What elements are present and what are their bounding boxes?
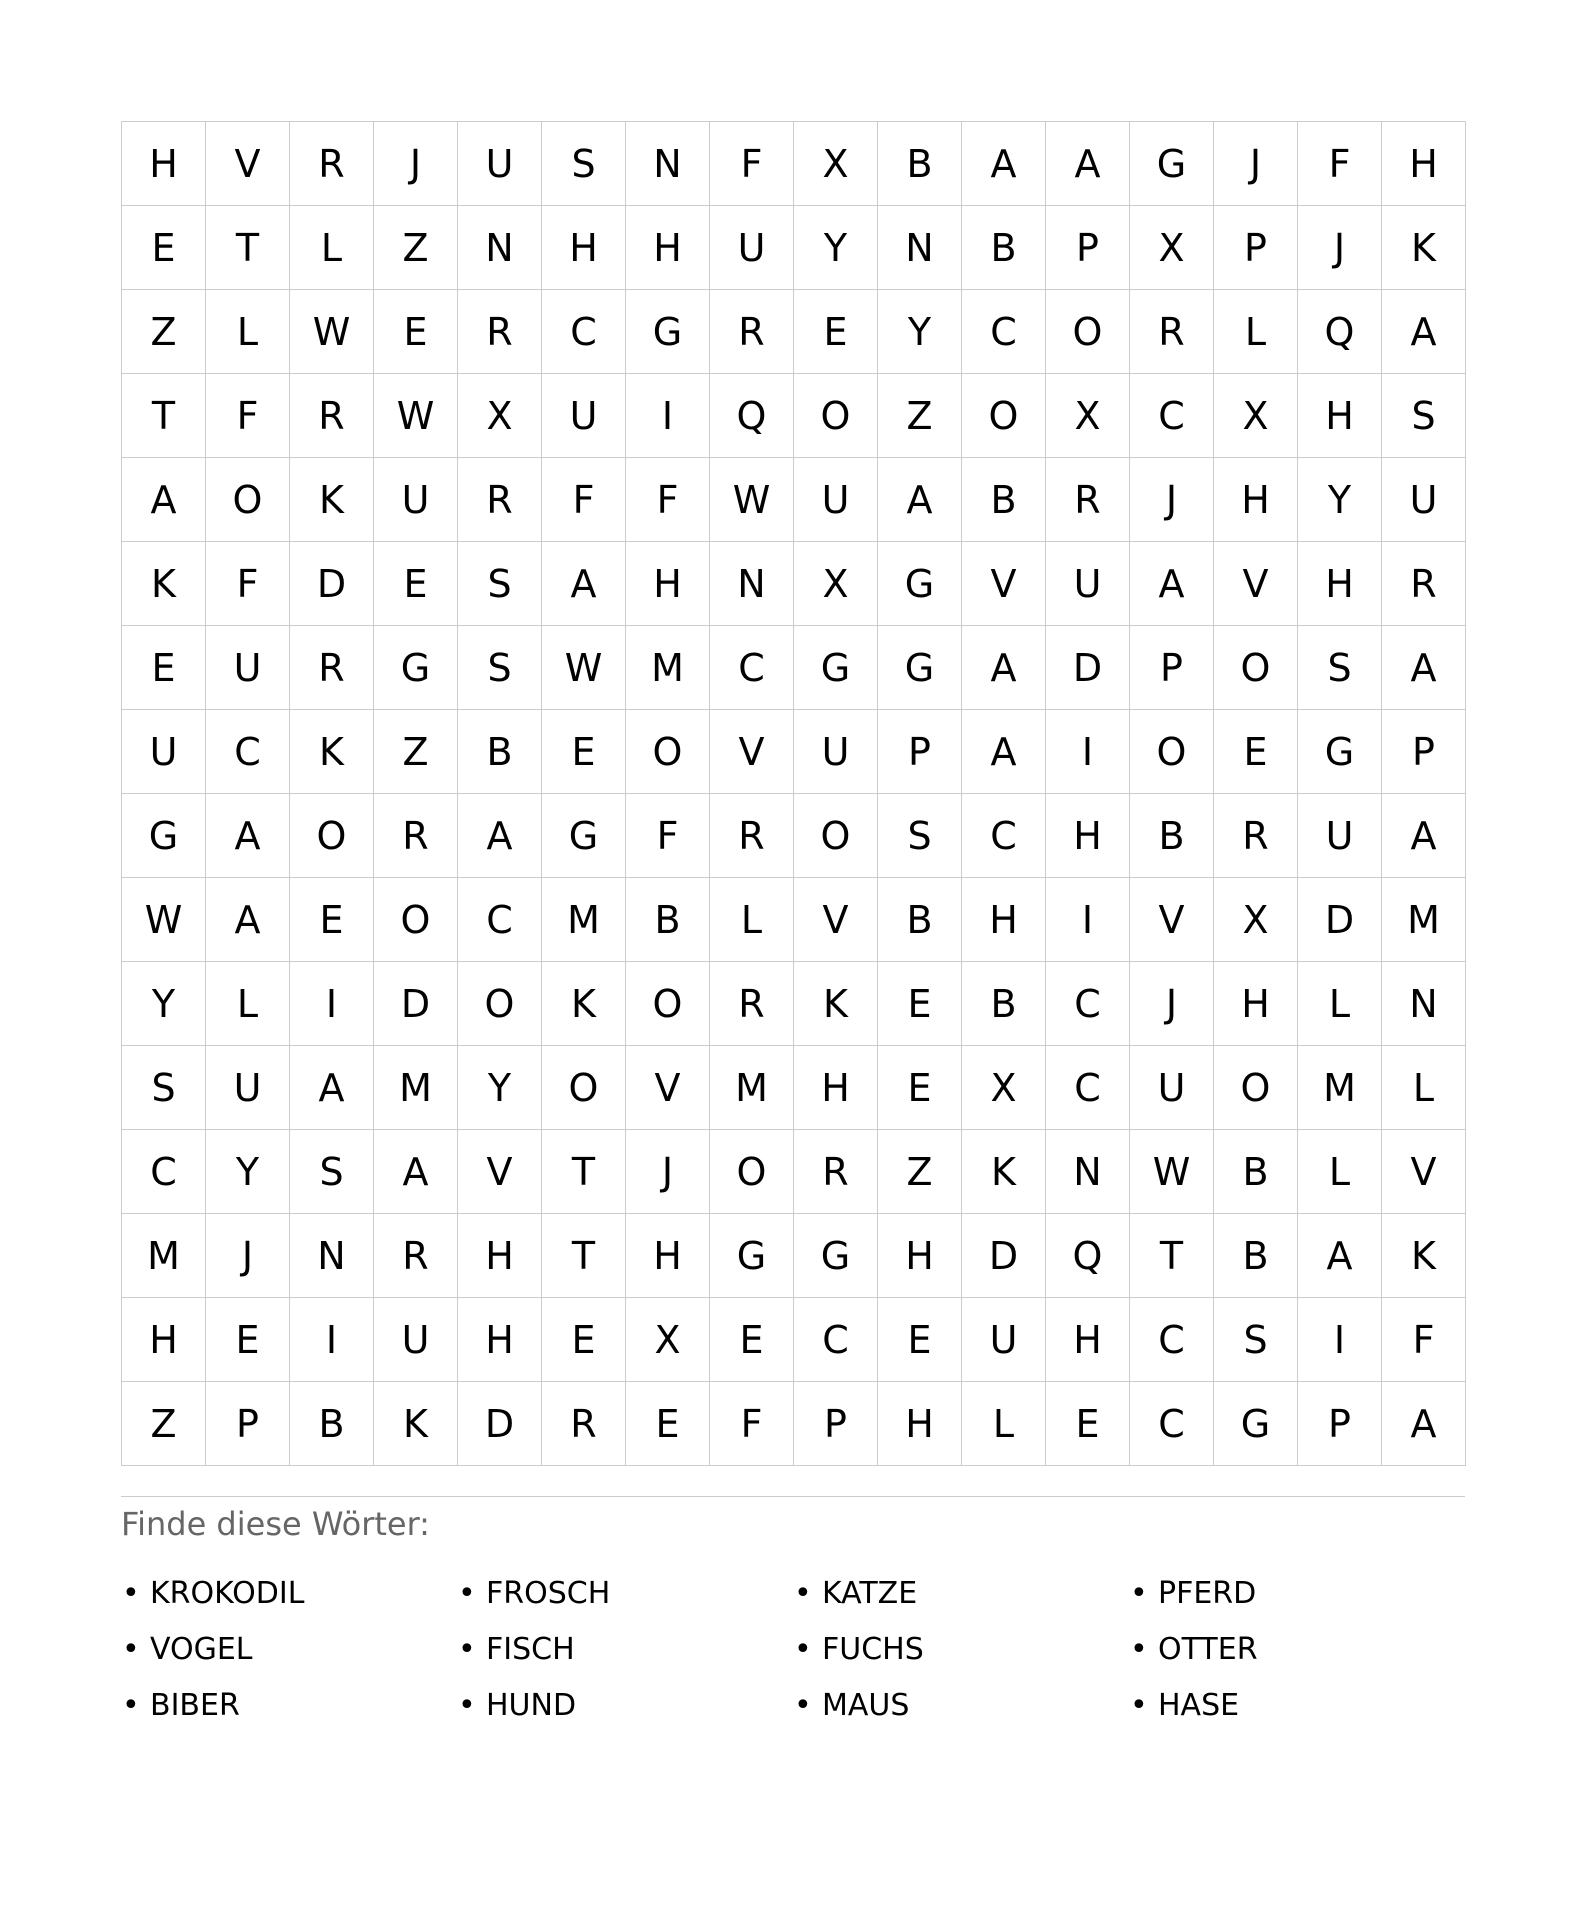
grid-cell[interactable]: A [1046, 122, 1130, 206]
grid-cell[interactable]: N [458, 206, 542, 290]
grid-cell[interactable]: U [1046, 542, 1130, 626]
grid-cell[interactable]: A [374, 1130, 458, 1214]
bullet-icon: • [794, 1631, 812, 1667]
grid-cell[interactable]: V [794, 878, 878, 962]
grid-cell[interactable]: J [206, 1214, 290, 1298]
grid-cell[interactable]: F [542, 458, 626, 542]
grid-cell[interactable]: R [458, 458, 542, 542]
word-label: BIBER [150, 1687, 240, 1723]
grid-cell[interactable]: O [962, 374, 1046, 458]
grid-cell[interactable]: C [1130, 374, 1214, 458]
grid-cell[interactable]: A [290, 1046, 374, 1130]
grid-cell[interactable]: A [878, 458, 962, 542]
grid-cell[interactable]: B [962, 962, 1046, 1046]
grid-cell[interactable]: H [542, 206, 626, 290]
grid-cell[interactable]: E [1046, 1382, 1130, 1466]
grid-cell[interactable]: G [710, 1214, 794, 1298]
grid-cell[interactable]: U [1130, 1046, 1214, 1130]
grid-cell[interactable]: L [1382, 1046, 1466, 1130]
grid-cell[interactable]: O [1046, 290, 1130, 374]
grid-cell[interactable]: Y [458, 1046, 542, 1130]
grid-cell[interactable]: R [1382, 542, 1466, 626]
grid-cell[interactable]: H [1298, 374, 1382, 458]
bullet-icon: • [794, 1687, 812, 1723]
grid-cell[interactable]: W [710, 458, 794, 542]
grid-cell[interactable]: S [458, 542, 542, 626]
grid-cell[interactable]: F [206, 542, 290, 626]
bullet-icon: • [1130, 1631, 1148, 1667]
grid-cell[interactable]: I [626, 374, 710, 458]
grid-cell[interactable]: X [1214, 878, 1298, 962]
grid-cell[interactable]: M [626, 626, 710, 710]
grid-cell[interactable]: Q [710, 374, 794, 458]
grid-cell[interactable]: A [1130, 542, 1214, 626]
grid-cell[interactable]: F [206, 374, 290, 458]
grid-cell[interactable]: S [122, 1046, 206, 1130]
grid-cell[interactable]: B [962, 206, 1046, 290]
grid-cell[interactable]: H [1214, 962, 1298, 1046]
grid-cell[interactable]: E [878, 1298, 962, 1382]
word-list-item [457, 1565, 793, 1621]
grid-cell[interactable]: B [1214, 1214, 1298, 1298]
bullet-icon: • [1130, 1575, 1148, 1611]
grid-cell[interactable]: J [1298, 206, 1382, 290]
grid-cell[interactable]: V [710, 710, 794, 794]
grid-cell[interactable]: F [626, 458, 710, 542]
grid-cell[interactable]: B [458, 710, 542, 794]
grid-cell[interactable]: U [542, 374, 626, 458]
grid-cell[interactable]: A [1382, 794, 1466, 878]
grid-cell[interactable]: O [626, 710, 710, 794]
grid-cell[interactable]: E [374, 290, 458, 374]
grid-cell[interactable]: F [710, 122, 794, 206]
grid-cell[interactable]: B [878, 878, 962, 962]
bullet-icon: • [122, 1631, 140, 1667]
grid-cell[interactable]: H [878, 1382, 962, 1466]
grid-cell[interactable]: O [794, 374, 878, 458]
grid-cell[interactable]: T [542, 1214, 626, 1298]
grid-cell[interactable]: O [290, 794, 374, 878]
word-list-item [1129, 1565, 1465, 1621]
grid-cell[interactable]: U [1298, 794, 1382, 878]
grid-cell[interactable]: O [1214, 626, 1298, 710]
grid-cell[interactable]: O [626, 962, 710, 1046]
bullet-icon: • [458, 1575, 476, 1611]
grid-cell[interactable]: U [794, 710, 878, 794]
grid-cell[interactable]: R [374, 794, 458, 878]
grid-cell[interactable]: A [458, 794, 542, 878]
grid-cell[interactable]: R [710, 962, 794, 1046]
grid-cell[interactable]: C [1046, 962, 1130, 1046]
word-label: HASE [1158, 1687, 1240, 1723]
letter-grid [121, 121, 1466, 1466]
grid-cell[interactable]: F [710, 1382, 794, 1466]
grid-cell[interactable]: H [878, 1214, 962, 1298]
grid-cell[interactable]: H [122, 122, 206, 206]
grid-cell[interactable]: H [626, 206, 710, 290]
grid-cell[interactable]: E [122, 626, 206, 710]
grid-cell[interactable]: Q [1298, 290, 1382, 374]
grid-cell[interactable]: R [374, 1214, 458, 1298]
grid-cell[interactable]: T [542, 1130, 626, 1214]
grid-cell[interactable]: J [626, 1130, 710, 1214]
word-list-item [121, 1621, 457, 1677]
grid-cell[interactable]: E [878, 1046, 962, 1130]
grid-cell[interactable]: Z [122, 1382, 206, 1466]
grid-cell[interactable]: L [962, 1382, 1046, 1466]
grid-cell[interactable]: P [1046, 206, 1130, 290]
grid-cell[interactable]: G [794, 1214, 878, 1298]
grid-cell[interactable]: G [1298, 710, 1382, 794]
grid-cell[interactable]: K [374, 1382, 458, 1466]
grid-cell[interactable]: Y [122, 962, 206, 1046]
grid-cell[interactable]: S [458, 626, 542, 710]
grid-cell[interactable]: H [1382, 122, 1466, 206]
grid-cell[interactable]: G [878, 626, 962, 710]
grid-cell[interactable]: C [206, 710, 290, 794]
grid-cell[interactable]: R [710, 794, 794, 878]
grid-cell[interactable]: A [962, 122, 1046, 206]
grid-cell[interactable]: D [962, 1214, 1046, 1298]
grid-cell[interactable]: S [1214, 1298, 1298, 1382]
grid-cell[interactable]: L [1298, 1130, 1382, 1214]
grid-cell[interactable]: J [374, 122, 458, 206]
grid-cell[interactable]: A [206, 878, 290, 962]
grid-cell[interactable]: G [1130, 122, 1214, 206]
grid-cell[interactable]: J [1214, 122, 1298, 206]
grid-cell[interactable]: G [1214, 1382, 1298, 1466]
grid-cell[interactable]: I [1046, 710, 1130, 794]
grid-cell[interactable]: M [1298, 1046, 1382, 1130]
word-label: FISCH [486, 1631, 575, 1667]
grid-cell[interactable]: K [794, 962, 878, 1046]
grid-cell[interactable]: I [290, 962, 374, 1046]
grid-cell[interactable]: A [206, 794, 290, 878]
grid-cell[interactable]: T [122, 374, 206, 458]
word-list-item [121, 1565, 457, 1621]
grid-cell[interactable]: O [710, 1130, 794, 1214]
grid-cell[interactable]: K [1382, 206, 1466, 290]
grid-cell[interactable]: R [794, 1130, 878, 1214]
grid-cell[interactable]: E [710, 1298, 794, 1382]
grid-cell[interactable]: D [1046, 626, 1130, 710]
grid-cell[interactable]: N [290, 1214, 374, 1298]
grid-cell[interactable]: P [1382, 710, 1466, 794]
grid-cell[interactable]: E [626, 1382, 710, 1466]
grid-cell[interactable]: U [458, 122, 542, 206]
word-list-item [1129, 1677, 1465, 1733]
grid-cell[interactable]: F [626, 794, 710, 878]
grid-cell[interactable]: B [878, 122, 962, 206]
grid-cell[interactable]: A [1298, 1214, 1382, 1298]
grid-cell[interactable]: V [206, 122, 290, 206]
grid-cell[interactable]: G [794, 626, 878, 710]
grid-cell[interactable]: C [962, 794, 1046, 878]
grid-cell[interactable]: B [962, 458, 1046, 542]
grid-cell[interactable]: F [1382, 1298, 1466, 1382]
bullet-icon: • [458, 1687, 476, 1723]
grid-cell[interactable]: J [1130, 962, 1214, 1046]
grid-cell[interactable]: D [374, 962, 458, 1046]
word-label: KATZE [822, 1575, 918, 1611]
grid-cell[interactable]: E [206, 1298, 290, 1382]
word-label: HUND [486, 1687, 577, 1723]
grid-cell[interactable]: C [710, 626, 794, 710]
grid-cell[interactable]: X [626, 1298, 710, 1382]
grid-cell[interactable]: D [290, 542, 374, 626]
grid-cell[interactable]: Z [878, 1130, 962, 1214]
grid-cell[interactable]: N [710, 542, 794, 626]
grid-cell[interactable]: X [794, 542, 878, 626]
grid-cell[interactable]: V [962, 542, 1046, 626]
grid-cell[interactable]: X [458, 374, 542, 458]
grid-cell[interactable]: X [1214, 374, 1298, 458]
grid-cell[interactable]: V [1214, 542, 1298, 626]
word-list-item [121, 1677, 457, 1733]
grid-cell[interactable]: H [794, 1046, 878, 1130]
grid-cell[interactable]: S [1382, 374, 1466, 458]
bullet-icon: • [794, 1575, 812, 1611]
grid-cell[interactable]: N [626, 122, 710, 206]
grid-cell[interactable]: H [122, 1298, 206, 1382]
grid-cell[interactable]: H [626, 1214, 710, 1298]
grid-cell[interactable]: R [290, 374, 374, 458]
grid-cell[interactable]: W [1130, 1130, 1214, 1214]
grid-cell[interactable]: E [290, 878, 374, 962]
grid-cell[interactable]: V [626, 1046, 710, 1130]
grid-cell[interactable]: X [1130, 206, 1214, 290]
grid-cell[interactable]: S [878, 794, 962, 878]
grid-cell[interactable]: L [206, 290, 290, 374]
grid-cell[interactable]: C [1130, 1382, 1214, 1466]
grid-cell[interactable]: K [122, 542, 206, 626]
grid-cell[interactable]: R [458, 290, 542, 374]
grid-cell[interactable]: G [122, 794, 206, 878]
word-list-heading: Finde diese Wörter: [121, 1505, 430, 1543]
grid-cell[interactable]: C [1130, 1298, 1214, 1382]
grid-cell[interactable]: E [878, 962, 962, 1046]
grid-cell[interactable]: O [794, 794, 878, 878]
grid-cell[interactable]: Z [878, 374, 962, 458]
grid-cell[interactable]: P [1298, 1382, 1382, 1466]
grid-cell[interactable]: V [1130, 878, 1214, 962]
grid-cell[interactable]: C [962, 290, 1046, 374]
grid-cell[interactable]: R [542, 1382, 626, 1466]
grid-cell[interactable]: Q [1046, 1214, 1130, 1298]
grid-cell[interactable]: A [1382, 626, 1466, 710]
bullet-icon: • [458, 1631, 476, 1667]
word-list-item [793, 1677, 1129, 1733]
grid-cell[interactable]: P [1130, 626, 1214, 710]
grid-cell[interactable]: I [290, 1298, 374, 1382]
grid-cell[interactable]: U [710, 206, 794, 290]
grid-cell[interactable]: W [374, 374, 458, 458]
grid-cell[interactable]: M [710, 1046, 794, 1130]
grid-cell[interactable]: L [290, 206, 374, 290]
grid-cell[interactable]: R [1130, 290, 1214, 374]
grid-cell[interactable]: X [794, 122, 878, 206]
grid-cell[interactable]: O [542, 1046, 626, 1130]
grid-cell[interactable]: C [1046, 1046, 1130, 1130]
grid-cell[interactable]: D [458, 1382, 542, 1466]
grid-cell[interactable]: X [962, 1046, 1046, 1130]
grid-cell[interactable]: U [206, 626, 290, 710]
grid-cell[interactable]: V [1382, 1130, 1466, 1214]
grid-cell[interactable]: W [290, 290, 374, 374]
grid-cell[interactable]: L [710, 878, 794, 962]
word-label: FROSCH [486, 1575, 611, 1611]
grid-cell[interactable]: V [458, 1130, 542, 1214]
grid-cell[interactable]: H [1298, 542, 1382, 626]
grid-cell[interactable]: M [374, 1046, 458, 1130]
grid-cell[interactable]: A [962, 626, 1046, 710]
grid-cell[interactable]: J [1130, 458, 1214, 542]
grid-cell[interactable]: L [1298, 962, 1382, 1046]
grid-cell[interactable]: C [458, 878, 542, 962]
grid-cell[interactable]: H [458, 1298, 542, 1382]
grid-cell[interactable]: H [458, 1214, 542, 1298]
grid-cell[interactable]: B [1214, 1130, 1298, 1214]
grid-cell[interactable]: A [1382, 290, 1466, 374]
word-label: MAUS [822, 1687, 910, 1723]
grid-cell[interactable]: K [290, 458, 374, 542]
grid-cell[interactable]: U [374, 458, 458, 542]
word-list-item [1129, 1621, 1465, 1677]
word-list-item [457, 1621, 793, 1677]
grid-cell[interactable]: O [206, 458, 290, 542]
grid-cell[interactable]: G [878, 542, 962, 626]
grid-cell[interactable]: S [290, 1130, 374, 1214]
grid-cell[interactable]: B [1130, 794, 1214, 878]
grid-cell[interactable]: O [374, 878, 458, 962]
grid-cell[interactable]: B [626, 878, 710, 962]
bullet-icon: • [122, 1575, 140, 1611]
grid-cell[interactable]: C [542, 290, 626, 374]
word-label: KROKODIL [150, 1575, 305, 1611]
grid-cell[interactable]: R [1214, 794, 1298, 878]
bullet-icon: • [122, 1687, 140, 1723]
grid-cell[interactable]: X [1046, 374, 1130, 458]
word-label: VOGEL [150, 1631, 253, 1667]
grid-cell[interactable]: N [1046, 1130, 1130, 1214]
grid-cell[interactable]: F [1298, 122, 1382, 206]
grid-cell[interactable]: Z [374, 206, 458, 290]
divider [121, 1496, 1465, 1497]
grid-cell[interactable]: Y [1298, 458, 1382, 542]
grid-cell[interactable]: K [1382, 1214, 1466, 1298]
grid-cell[interactable]: P [878, 710, 962, 794]
grid-cell[interactable]: R [710, 290, 794, 374]
grid-cell[interactable]: U [206, 1046, 290, 1130]
grid-cell[interactable]: I [1046, 878, 1130, 962]
grid-cell[interactable]: I [1298, 1298, 1382, 1382]
grid-cell[interactable]: P [1214, 206, 1298, 290]
grid-cell[interactable]: E [1214, 710, 1298, 794]
word-label: OTTER [1158, 1631, 1258, 1667]
grid-cell[interactable]: N [1382, 962, 1466, 1046]
grid-cell[interactable]: T [206, 206, 290, 290]
grid-cell[interactable]: M [1382, 878, 1466, 962]
word-label: PFERD [1158, 1575, 1257, 1611]
bullet-icon: • [1130, 1687, 1148, 1723]
grid-cell[interactable]: Y [878, 290, 962, 374]
grid-cell[interactable]: Y [794, 206, 878, 290]
grid-cell[interactable]: M [542, 878, 626, 962]
grid-cell[interactable]: Z [122, 290, 206, 374]
grid-cell[interactable]: A [542, 542, 626, 626]
word-search-page [121, 121, 1463, 1733]
grid-cell[interactable]: W [542, 626, 626, 710]
word-list-item [793, 1621, 1129, 1677]
grid-cell[interactable]: U [1382, 458, 1466, 542]
grid-cell[interactable]: U [962, 1298, 1046, 1382]
grid-cell[interactable]: R [290, 122, 374, 206]
grid-cell[interactable]: U [794, 458, 878, 542]
grid-cell[interactable]: O [1130, 710, 1214, 794]
grid-cell[interactable]: Z [374, 710, 458, 794]
grid-cell[interactable]: S [542, 122, 626, 206]
grid-cell[interactable]: H [626, 542, 710, 626]
grid-cell[interactable]: L [1214, 290, 1298, 374]
grid-cell[interactable]: H [1046, 1298, 1130, 1382]
grid-cell[interactable]: P [794, 1382, 878, 1466]
grid-cell[interactable]: U [374, 1298, 458, 1382]
grid-cell[interactable]: U [122, 710, 206, 794]
grid-cell[interactable]: Y [206, 1130, 290, 1214]
grid-cell[interactable]: N [878, 206, 962, 290]
grid-cell[interactable]: P [206, 1382, 290, 1466]
grid-cell[interactable]: M [122, 1214, 206, 1298]
grid-cell[interactable]: E [374, 542, 458, 626]
grid-cell[interactable]: G [542, 794, 626, 878]
grid-cell[interactable]: R [290, 626, 374, 710]
grid-cell[interactable]: D [1298, 878, 1382, 962]
grid-cell[interactable]: A [1382, 1382, 1466, 1466]
word-list-item [793, 1565, 1129, 1621]
grid-cell[interactable]: L [206, 962, 290, 1046]
grid-cell[interactable]: K [962, 1130, 1046, 1214]
grid-cell[interactable]: E [794, 290, 878, 374]
grid-cell[interactable]: O [1214, 1046, 1298, 1130]
grid-cell[interactable]: E [122, 206, 206, 290]
grid-cell[interactable]: C [794, 1298, 878, 1382]
grid-cell[interactable]: A [122, 458, 206, 542]
grid-cell[interactable]: A [962, 710, 1046, 794]
grid-cell[interactable]: H [1214, 458, 1298, 542]
word-label: FUCHS [822, 1631, 924, 1667]
grid-cell[interactable]: B [290, 1382, 374, 1466]
word-list-item [457, 1677, 793, 1733]
grid-cell[interactable]: W [122, 878, 206, 962]
grid-cell[interactable]: H [1046, 794, 1130, 878]
grid-cell[interactable]: H [962, 878, 1046, 962]
grid-cell[interactable]: G [626, 290, 710, 374]
grid-cell[interactable]: E [542, 710, 626, 794]
grid-cell[interactable]: G [374, 626, 458, 710]
grid-cell[interactable]: S [1298, 626, 1382, 710]
grid-cell[interactable]: R [1046, 458, 1130, 542]
grid-cell[interactable]: C [122, 1130, 206, 1214]
grid-cell[interactable]: K [290, 710, 374, 794]
word-list [121, 1565, 1463, 1733]
grid-cell[interactable]: T [1130, 1214, 1214, 1298]
grid-cell[interactable]: O [458, 962, 542, 1046]
grid-cell[interactable]: E [542, 1298, 626, 1382]
grid-cell[interactable]: K [542, 962, 626, 1046]
